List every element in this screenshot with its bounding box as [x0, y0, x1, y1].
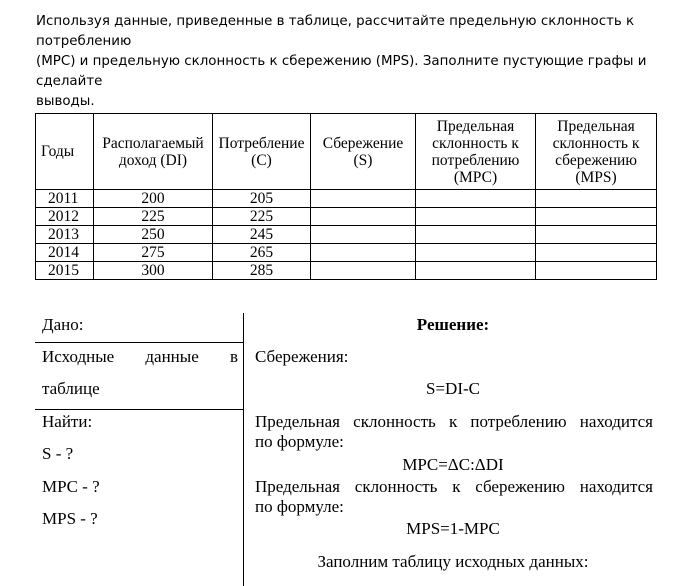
- cell-year: 2015: [36, 262, 94, 280]
- cell-c: 205: [213, 190, 311, 208]
- cell-c: 245: [213, 226, 311, 244]
- given-panel: [35, 313, 244, 586]
- header-mpc-line3: потреблению: [431, 151, 520, 169]
- cell-di: 250: [94, 226, 213, 244]
- cell-mps: [536, 262, 657, 280]
- cell-di: 300: [94, 262, 213, 280]
- cell-s: [311, 190, 416, 208]
- mpc-formula: MPC=ΔC:ΔDI: [402, 455, 504, 474]
- cell-di: 275: [94, 244, 213, 262]
- cell-c: 285: [213, 262, 311, 280]
- cell-mps: [536, 190, 657, 208]
- header-mps-line1: Предельная: [557, 117, 635, 135]
- savings-label: Сбережения:: [255, 347, 349, 366]
- mpc-text: Предельная склонность к потреблению находится: [255, 412, 653, 431]
- cell-mpc: [416, 262, 536, 280]
- header-year: Годы: [36, 114, 94, 190]
- cell-mps: [536, 244, 657, 262]
- header-mpc-line2: склонность к: [432, 134, 519, 152]
- cell-mps: [536, 208, 657, 226]
- find-title: Найти:: [42, 412, 93, 431]
- divider: [35, 342, 243, 343]
- savings-formula: S=DI-C: [426, 379, 480, 398]
- table-header-row: [36, 114, 657, 190]
- cell-year: 2012: [36, 208, 94, 226]
- find-mps: MPS - ?: [42, 509, 98, 528]
- task-text: [36, 12, 666, 112]
- cell-year: 2011: [36, 190, 94, 208]
- header-s-line2: (S): [353, 151, 373, 169]
- table-row: [36, 244, 657, 262]
- cell-mps: [536, 226, 657, 244]
- cell-c: 225: [213, 208, 311, 226]
- mps-formula: MPS=1-MPC: [406, 519, 500, 538]
- given-data-word: Исходные: [42, 347, 115, 366]
- task-line-1: Используя данные, приведенные в таблице, рассчитайте предельную склонность к потреблению: [36, 14, 635, 49]
- cell-s: [311, 262, 416, 280]
- header-mps-line2: склонность к: [552, 134, 640, 152]
- given-data-line: [42, 347, 238, 367]
- table-row: [36, 226, 657, 244]
- table-row: [36, 262, 657, 280]
- fill-table-text: Заполним таблицу исходных данных:: [317, 552, 589, 571]
- header-disposable-income: [94, 114, 213, 190]
- cell-year: 2014: [36, 244, 94, 262]
- cell-mpc: [416, 244, 536, 262]
- header-mpc: [416, 114, 536, 190]
- task-line-3: выводы.: [36, 94, 95, 109]
- header-di-line1: Располагаемый: [102, 134, 204, 152]
- given-data-word: в: [229, 347, 238, 366]
- header-savings: [311, 114, 416, 190]
- find-mpc: MPC - ?: [42, 477, 100, 496]
- table-row: [36, 208, 657, 226]
- header-mps-line4: (MPS): [575, 168, 617, 186]
- find-s: S - ?: [42, 444, 74, 463]
- task-line-2: (МРС) и предельную склонность к сбережению (MPS). Заполните пустующие графы и сделайте: [36, 54, 647, 89]
- divider: [35, 409, 243, 410]
- header-mps-line3: сбережению: [555, 151, 637, 169]
- header-c-line1: Потребление: [218, 134, 305, 152]
- header-di-line2: доход (DI): [118, 151, 188, 169]
- header-mpc-line1: Предельная: [436, 117, 515, 135]
- mps-text: по формуле:: [255, 497, 344, 516]
- header-mps: [536, 114, 657, 190]
- solution-title: Решение:: [416, 315, 490, 334]
- cell-di: 200: [94, 190, 213, 208]
- cell-mpc: [416, 208, 536, 226]
- header-c-line2: (С): [251, 151, 272, 169]
- cell-s: [311, 226, 416, 244]
- cell-di: 225: [94, 208, 213, 226]
- data-table: [35, 113, 657, 280]
- cell-c: 265: [213, 244, 311, 262]
- given-data-word: данные: [145, 347, 199, 366]
- mps-text: Предельная склонность к сбережению находится: [255, 477, 653, 496]
- cell-s: [311, 244, 416, 262]
- cell-mpc: [416, 226, 536, 244]
- cell-year: 2013: [36, 226, 94, 244]
- cell-s: [311, 208, 416, 226]
- header-consumption: [213, 114, 311, 190]
- given-data-word: таблице: [42, 379, 100, 398]
- given-title: Дано:: [42, 315, 84, 334]
- header-s-line1: Сбережение: [322, 134, 404, 152]
- header-mpc-line4: (МРС): [453, 168, 498, 186]
- cell-mpc: [416, 190, 536, 208]
- table-row: [36, 190, 657, 208]
- mpc-text: по формуле:: [255, 432, 344, 451]
